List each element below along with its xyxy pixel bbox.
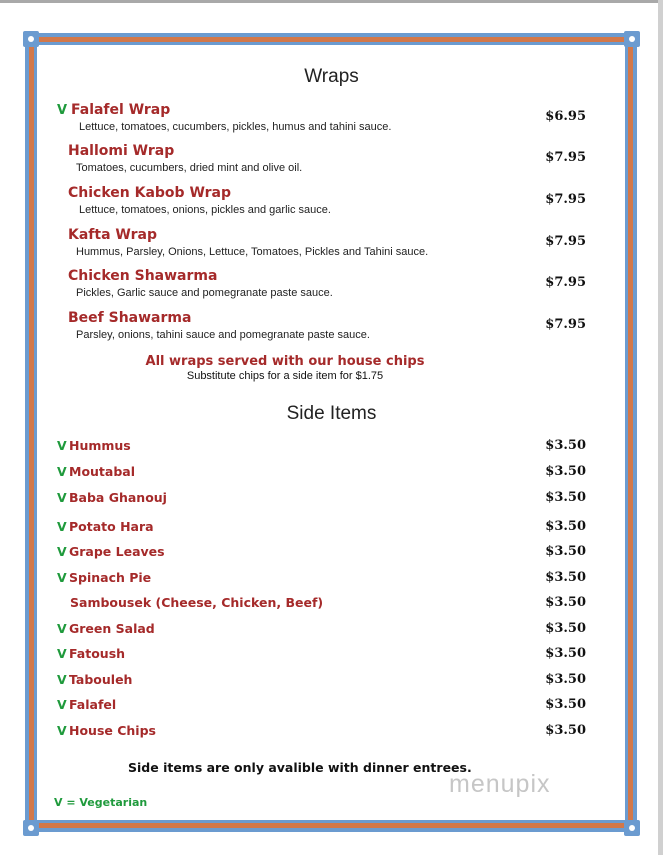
side-item: [0, 464, 663, 484]
side-name: Moutabal: [69, 464, 136, 479]
corner-ornament-icon: [624, 31, 640, 47]
side-price: $3.50: [545, 570, 586, 585]
side-price: $3.50: [545, 595, 586, 610]
side-name: Hummus: [69, 438, 131, 453]
wrap-description: Parsley, onions, tahini sauce and pomegranate paste sauce.: [76, 329, 370, 341]
side-name: Sambousek (Cheese, Chicken, Beef): [70, 595, 324, 610]
corner-ornament-icon: [624, 820, 640, 836]
wrap-price: $7.95: [545, 234, 586, 249]
wrap-name: Falafel Wrap: [71, 102, 171, 118]
side-price: $3.50: [545, 438, 586, 453]
vegetarian-mark: V: [57, 672, 67, 687]
side-item: [0, 490, 663, 510]
side-name: Potato Hara: [69, 519, 154, 534]
side-price: $3.50: [545, 672, 586, 687]
vegetarian-mark: V: [57, 723, 67, 738]
vegetarian-mark: V: [57, 697, 67, 712]
side-name: Grape Leaves: [69, 544, 165, 559]
side-name: Baba Ghanouj: [69, 490, 167, 505]
wrap-item: [0, 310, 663, 350]
side-name: Green Salad: [69, 621, 155, 636]
side-name: Falafel: [69, 697, 117, 712]
vegetarian-mark: V: [57, 570, 67, 585]
side-item: [0, 646, 663, 666]
vegetarian-mark: V: [57, 519, 67, 534]
vegetarian-mark: V: [57, 464, 67, 479]
wrap-price: $7.95: [545, 192, 586, 207]
wrap-description: Tomatoes, cucumbers, dried mint and olive oil.: [76, 162, 303, 174]
wrap-price: $6.95: [545, 109, 586, 124]
side-price: $3.50: [545, 544, 586, 559]
wrap-name: Chicken Kabob Wrap: [68, 185, 232, 201]
side-name: House Chips: [69, 723, 156, 738]
side-price: $3.50: [545, 490, 586, 505]
side-price: $3.50: [545, 723, 586, 738]
page-edge: [0, 0, 663, 3]
wrap-item: [0, 102, 663, 142]
wrap-item: [0, 185, 663, 225]
side-item: [0, 672, 663, 692]
vegetarian-mark: V: [57, 438, 67, 453]
wrap-name: Chicken Shawarma: [68, 268, 218, 284]
vegetarian-mark: V: [57, 646, 67, 661]
wrap-description: Lettuce, tomatoes, onions, pickles and garlic sauce.: [79, 204, 331, 216]
sides-availability-note: Side items are only avalible with dinner entrees.: [128, 760, 472, 775]
side-price: $3.50: [545, 464, 586, 479]
side-item: [0, 519, 663, 539]
side-name: Spinach Pie: [69, 570, 152, 585]
wraps-heading: Wraps: [304, 66, 359, 87]
wrap-description: Hummus, Parsley, Onions, Lettuce, Tomatoes, Pickles and Tahini sauce.: [76, 246, 429, 258]
corner-ornament-icon: [23, 31, 39, 47]
wrap-item: [0, 227, 663, 267]
wraps-substitute-note: Substitute chips for a side item for $1.75: [186, 370, 384, 382]
wrap-item: [0, 143, 663, 183]
side-item: [0, 544, 663, 564]
corner-ornament-icon: [23, 820, 39, 836]
wrap-name: Kafta Wrap: [68, 227, 157, 243]
vegetarian-mark: V: [57, 490, 67, 505]
wrap-description: Lettuce, tomatoes, cucumbers, pickles, humus and tahini sauce.: [79, 121, 392, 133]
side-item: [0, 595, 663, 615]
wrap-name: Beef Shawarma: [68, 310, 192, 326]
side-item: [0, 438, 663, 458]
sides-heading: Side Items: [286, 403, 377, 424]
side-name: Fatoush: [69, 646, 126, 661]
wrap-name: Hallomi Wrap: [68, 143, 175, 159]
wrap-price: $7.95: [545, 275, 586, 290]
side-item: [0, 570, 663, 590]
watermark: menupix: [449, 770, 551, 798]
side-price: $3.50: [545, 646, 586, 661]
wrap-price: $7.95: [545, 150, 586, 165]
side-name: Tabouleh: [69, 672, 133, 687]
vegetarian-mark: V: [57, 621, 67, 636]
vegetarian-mark: V: [57, 544, 67, 559]
side-price: $3.50: [545, 519, 586, 534]
wraps-chips-note: All wraps served with our house chips: [145, 354, 425, 369]
side-price: $3.50: [545, 621, 586, 636]
side-item: [0, 621, 663, 641]
wrap-description: Pickles, Garlic sauce and pomegranate paste sauce.: [76, 287, 333, 299]
wrap-item: [0, 268, 663, 308]
side-price: $3.50: [545, 697, 586, 712]
vegetarian-legend: V = Vegetarian: [54, 796, 148, 809]
wrap-price: $7.95: [545, 317, 586, 332]
side-item: [0, 697, 663, 717]
side-item: [0, 723, 663, 743]
vegetarian-mark: V: [57, 103, 68, 118]
